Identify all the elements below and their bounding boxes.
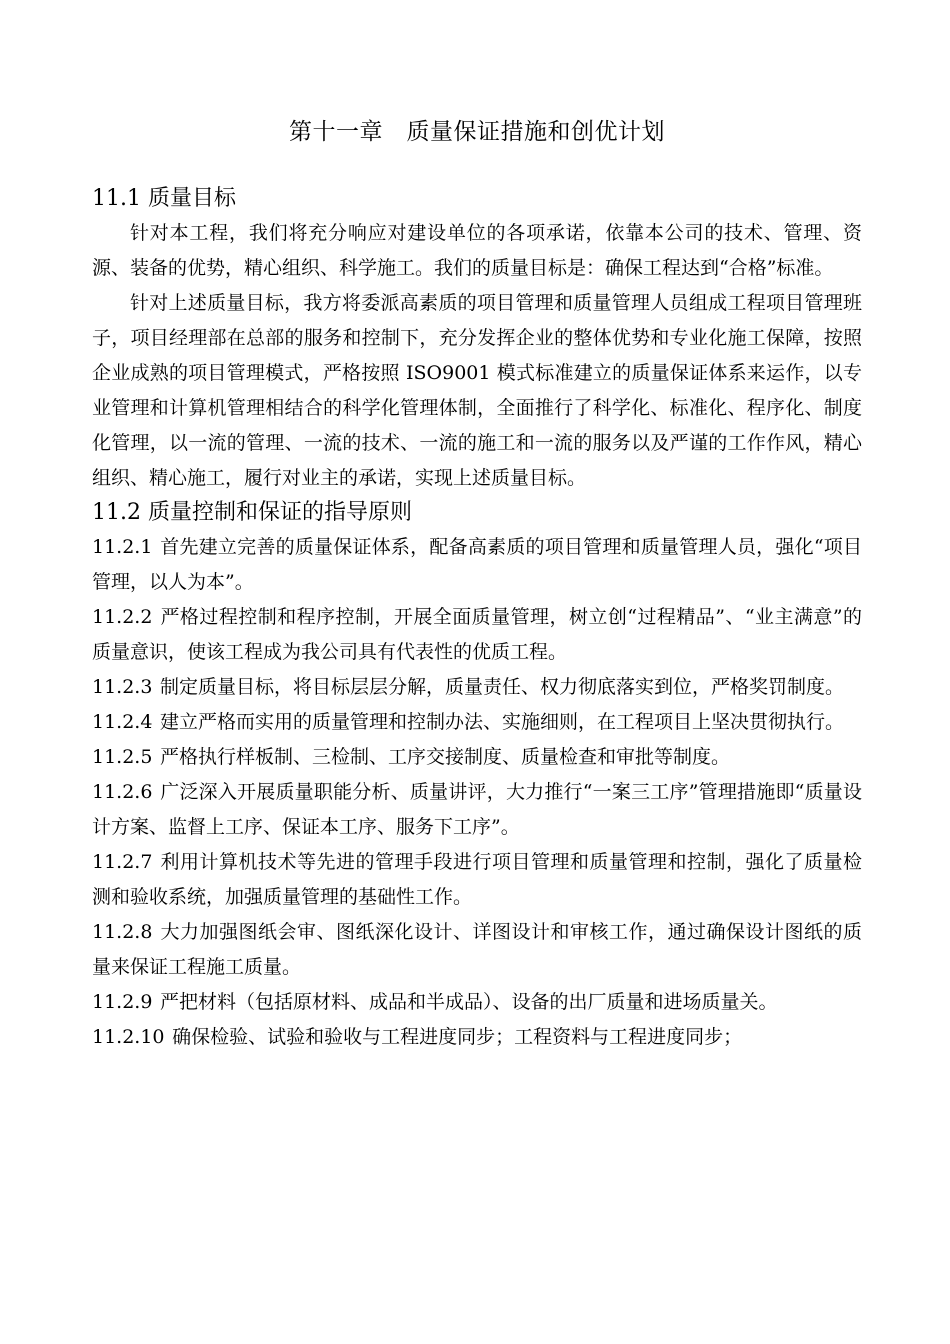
section-11-1-paragraph: 针对上述质量目标，我方将委派高素质的项目管理和质量管理人员组成工程项目管理班子，项目经理部在总部的服务和控制下，充分发挥企业的整体优势和专业化施工保障，按照企业成熟的项目管理模式，严格按照 ISO9001 模式标准建立的质量保证体系来运作，以专业管理和计算机管理相结合的科学化管理体制，全面推行了科学化、标准化、程序化、制度化管理，以一流的管理、一流的技术、一流的施工和一流的服务以及严谨的工作作风，精心组织、精心施工，履行对业主的承诺，实现上述质量目标。 — [92, 292, 862, 489]
list-item — [92, 845, 862, 915]
list-item — [92, 985, 862, 1020]
list-item — [92, 775, 862, 845]
item-number: 11.2.9 — [92, 991, 153, 1013]
item-text: 严把材料（包括原材料、成品和半成品）、设备的出厂质量和进场质量关。 — [160, 991, 778, 1013]
item-text: 严格过程控制和程序控制，开展全面质量管理，树立创“过程精品”、“业主满意”的质量意识，使该工程成为我公司具有代表性的优质工程。 — [92, 606, 862, 663]
section-11-1-paragraph: 针对本工程，我们将充分响应对建设单位的各项承诺，依靠本公司的技术、管理、资源、装备的优势，精心组织、科学施工。我们的质量目标是：确保工程达到“合格”标准。 — [92, 222, 862, 279]
list-item — [92, 600, 862, 670]
document-page — [92, 112, 862, 1055]
list-item — [92, 740, 862, 775]
item-number: 11.2.8 — [92, 921, 153, 943]
item-text: 大力加强图纸会审、图纸深化设计、详图设计和审核工作，通过确保设计图纸的质量来保证工程施工质量。 — [92, 921, 862, 978]
section-heading-11-1: 11.1 质量目标 — [92, 186, 236, 211]
item-number: 11.2.6 — [92, 781, 153, 803]
item-number: 11.2.3 — [92, 676, 153, 698]
item-text: 严格执行样板制、三检制、工序交接制度、质量检查和审批等制度。 — [160, 746, 731, 768]
item-number: 11.2.5 — [92, 746, 153, 768]
section-heading-11-2: 11.2 质量控制和保证的指导原则 — [92, 500, 412, 525]
item-text: 建立严格而实用的质量管理和控制办法、实施细则，在工程项目上坚决贯彻执行。 — [160, 711, 845, 733]
item-text: 制定质量目标，将目标层层分解，质量责任、权力彻底落实到位，严格奖罚制度。 — [160, 676, 845, 698]
item-text: 利用计算机技术等先进的管理手段进行项目管理和质量管理和控制，强化了质量检测和验收系统，加强质量管理的基础性工作。 — [92, 851, 862, 908]
item-text: 广泛深入开展质量职能分析、质量讲评，大力推行“一案三工序”管理措施即“质量设计方案、监督上工序、保证本工序、服务下工序”。 — [92, 781, 862, 838]
list-item — [92, 705, 862, 740]
item-number: 11.2.2 — [92, 606, 153, 628]
list-item — [92, 670, 862, 705]
chapter-title: 第十一章 质量保证措施和创优计划 — [289, 119, 665, 145]
item-number: 11.2.7 — [92, 851, 153, 873]
item-number: 11.2.4 — [92, 711, 153, 733]
item-number: 11.2.1 — [92, 536, 153, 558]
item-number: 11.2.10 — [92, 1026, 165, 1048]
list-item — [92, 1020, 862, 1055]
list-item — [92, 915, 862, 985]
item-text: 确保检验、试验和验收与工程进度同步；工程资料与工程进度同步； — [172, 1026, 743, 1048]
list-item — [92, 530, 862, 600]
item-text: 首先建立完善的质量保证体系，配备高素质的项目管理和质量管理人员，强化“项目管理，以人为本”。 — [92, 536, 862, 593]
